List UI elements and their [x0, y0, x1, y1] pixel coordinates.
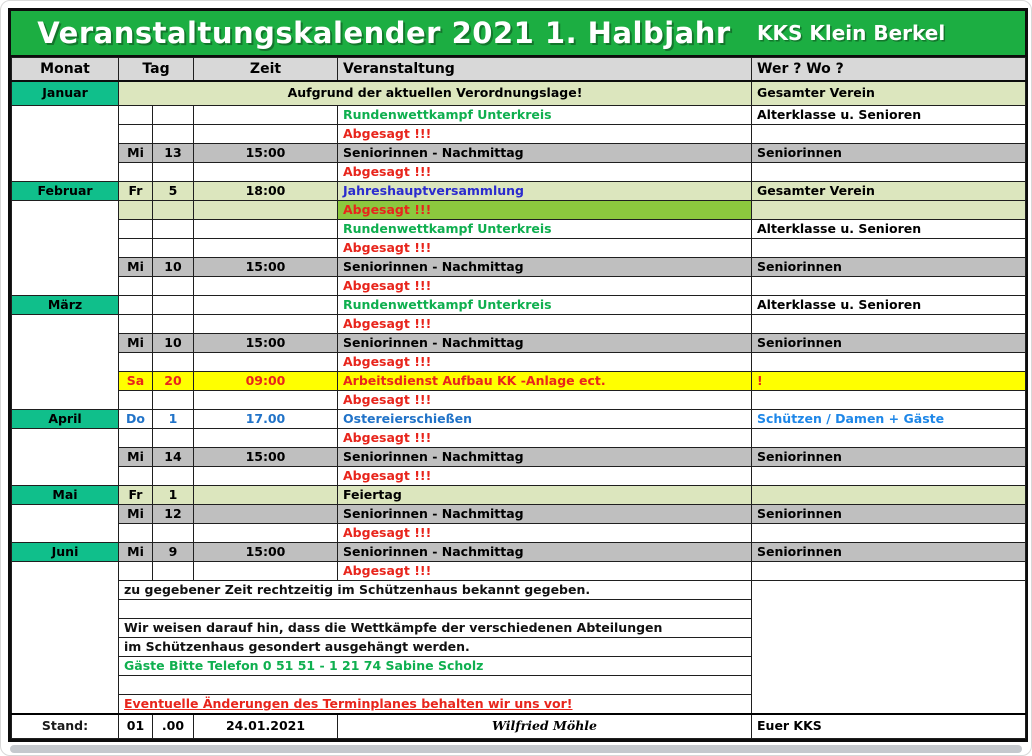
daynum-cell: [153, 201, 194, 220]
event-cell: Abgesagt !!!: [338, 467, 752, 486]
time-cell: [194, 505, 338, 524]
note-row: [12, 581, 1026, 600]
col-header-wer: Wer ? Wo ?: [752, 58, 1026, 81]
time-cell: [194, 353, 338, 372]
who-cell: [752, 486, 1026, 505]
note-cell: Eventuelle Änderungen des Terminplanes behalten wir uns vor!: [119, 695, 752, 714]
day-cell: Mi: [119, 144, 153, 163]
day-cell: [119, 201, 153, 220]
time-cell: [194, 201, 338, 220]
event-cell: Rundenwettkampf Unterkreis: [338, 220, 752, 239]
who-cell: [752, 353, 1026, 372]
who-cell: Alterklasse u. Senioren: [752, 106, 1026, 125]
daynum-cell: [153, 391, 194, 410]
day-cell: Fr: [119, 182, 153, 201]
day-cell: Sa: [119, 372, 153, 391]
month-cell: Februar: [12, 182, 119, 201]
month-spacer-cell: [12, 562, 119, 714]
event-cell: Seniorinnen - Nachmittag: [338, 334, 752, 353]
event-cell: Abgesagt !!!: [338, 429, 752, 448]
who-cell: [752, 315, 1026, 334]
daynum-cell: [153, 524, 194, 543]
day-cell: Do: [119, 410, 153, 429]
col-header-tag: Tag: [119, 58, 194, 81]
event-cell: Abgesagt !!!: [338, 125, 752, 144]
day-cell: [119, 562, 153, 581]
col-header-monat: Monat: [12, 58, 119, 81]
daynum-cell: [153, 106, 194, 125]
calendar-row: [12, 562, 1026, 581]
time-cell: 15:00: [194, 144, 338, 163]
calendar-row: [12, 106, 1026, 125]
event-cell: Abgesagt !!!: [338, 239, 752, 258]
calendar-sheet: [8, 8, 1028, 742]
event-cell: Abgesagt !!!: [338, 562, 752, 581]
day-cell: Mi: [119, 543, 153, 562]
calendar-row: [12, 182, 1026, 201]
time-cell: [194, 296, 338, 315]
event-cell: Ostereierschießen: [338, 410, 752, 429]
event-cell: Abgesagt !!!: [338, 315, 752, 334]
day-cell: [119, 429, 153, 448]
event-cell: Feiertag: [338, 486, 752, 505]
calendar-row: [12, 163, 1026, 182]
event-cell: Abgesagt !!!: [338, 524, 752, 543]
daynum-cell: 13: [153, 144, 194, 163]
time-cell: 15:00: [194, 543, 338, 562]
col-header-zeit: Zeit: [194, 58, 338, 81]
time-cell: [194, 106, 338, 125]
month-cell: Juni: [12, 543, 119, 562]
stand-date-cell: 24.01.2021: [194, 714, 338, 739]
daynum-cell: [153, 125, 194, 144]
month-spacer-cell: [12, 429, 119, 486]
who-cell: [752, 429, 1026, 448]
time-cell: 17.00: [194, 410, 338, 429]
event-cell: Rundenwettkampf Unterkreis: [338, 296, 752, 315]
time-cell: [194, 239, 338, 258]
who-cell: Seniorinnen: [752, 258, 1026, 277]
day-cell: Mi: [119, 334, 153, 353]
event-cell: Abgesagt !!!: [338, 391, 752, 410]
day-cell: [119, 315, 153, 334]
calendar-row: [12, 467, 1026, 486]
calendar-row: [12, 220, 1026, 239]
stand-label: Stand:: [12, 714, 119, 739]
event-cell: Arbeitsdienst Aufbau KK -Anlage ect.: [338, 372, 752, 391]
calendar-row: [12, 543, 1026, 562]
signature-cell: Wilfried Möhle: [338, 714, 752, 739]
day-cell: [119, 239, 153, 258]
event-cell: Seniorinnen - Nachmittag: [338, 144, 752, 163]
note-cell: Wir weisen darauf hin, dass die Wettkämpfe der verschiedenen Abteilungen: [119, 619, 752, 638]
day-cell: Fr: [119, 486, 153, 505]
calendar-row: [12, 391, 1026, 410]
calendar-row: [12, 125, 1026, 144]
event-cell: Seniorinnen - Nachmittag: [338, 258, 752, 277]
event-cell: Seniorinnen - Nachmittag: [338, 543, 752, 562]
daynum-cell: 14: [153, 448, 194, 467]
calendar-row: [12, 239, 1026, 258]
time-cell: [194, 220, 338, 239]
month-cell: April: [12, 410, 119, 429]
calendar-table: [11, 57, 1026, 739]
calendar-row: [12, 429, 1026, 448]
calendar-row: [12, 448, 1026, 467]
club-name: KKS Klein Berkel: [757, 21, 946, 45]
month-spacer-cell: [12, 505, 119, 543]
who-cell: [752, 391, 1026, 410]
daynum-cell: [153, 239, 194, 258]
daynum-cell: 12: [153, 505, 194, 524]
daynum-cell: [153, 277, 194, 296]
time-cell: 15:00: [194, 258, 338, 277]
daynum-cell: [153, 296, 194, 315]
time-cell: [194, 486, 338, 505]
time-cell: 15:00: [194, 334, 338, 353]
day-cell: [119, 467, 153, 486]
who-cell: [752, 239, 1026, 258]
time-cell: [194, 391, 338, 410]
daynum-cell: [153, 467, 194, 486]
time-cell: [194, 277, 338, 296]
note-cell: zu gegebener Zeit rechtzeitig im Schützenhaus bekannt gegeben.: [119, 581, 752, 600]
who-cell: !: [752, 372, 1026, 391]
calendar-row: [12, 410, 1026, 429]
day-cell: [119, 125, 153, 144]
who-cell: Alterklasse u. Senioren: [752, 220, 1026, 239]
version-major-cell: 01: [119, 714, 153, 739]
calendar-row: [12, 81, 1026, 106]
daynum-cell: [153, 315, 194, 334]
time-cell: [194, 467, 338, 486]
calendar-row: [12, 334, 1026, 353]
time-cell: [194, 562, 338, 581]
month-spacer-cell: [12, 106, 119, 182]
who-cell: Gesamter Verein: [752, 81, 1026, 106]
who-cell: Seniorinnen: [752, 505, 1026, 524]
daynum-cell: [153, 353, 194, 372]
who-cell: [752, 163, 1026, 182]
who-cell: [752, 524, 1026, 543]
day-cell: [119, 391, 153, 410]
who-cell: Seniorinnen: [752, 543, 1026, 562]
calendar-row: [12, 505, 1026, 524]
time-cell: [194, 524, 338, 543]
day-cell: Mi: [119, 505, 153, 524]
day-cell: Mi: [119, 448, 153, 467]
event-cell: Abgesagt !!!: [338, 163, 752, 182]
month-cell: Mai: [12, 486, 119, 505]
notes-side-cell: [752, 581, 1026, 714]
version-minor-cell: .00: [153, 714, 194, 739]
calendar-row: [12, 258, 1026, 277]
month-cell: Januar: [12, 81, 119, 106]
who-cell: Gesamter Verein: [752, 182, 1026, 201]
calendar-row: [12, 201, 1026, 220]
daynum-cell: 9: [153, 543, 194, 562]
who-cell: Seniorinnen: [752, 144, 1026, 163]
daynum-cell: 20: [153, 372, 194, 391]
daynum-cell: 10: [153, 334, 194, 353]
col-header-veranstaltung: Veranstaltung: [338, 58, 752, 81]
calendar-row: [12, 296, 1026, 315]
time-cell: 09:00: [194, 372, 338, 391]
note-cell: Gäste Bitte Telefon 0 51 51 - 1 21 74 Sabine Scholz: [119, 657, 752, 676]
who-cell: Seniorinnen: [752, 448, 1026, 467]
horizontal-scrollbar[interactable]: [10, 745, 1022, 753]
daynum-cell: [153, 220, 194, 239]
who-cell: Seniorinnen: [752, 334, 1026, 353]
daynum-cell: [153, 562, 194, 581]
who-cell: Alterklasse u. Senioren: [752, 296, 1026, 315]
time-cell: [194, 125, 338, 144]
daynum-cell: [153, 429, 194, 448]
time-cell: 15:00: [194, 448, 338, 467]
notice-cell: Aufgrund der aktuellen Verordnungslage!: [119, 81, 752, 106]
day-cell: [119, 163, 153, 182]
event-cell: Abgesagt !!!: [338, 201, 752, 220]
daynum-cell: 1: [153, 486, 194, 505]
time-cell: 18:00: [194, 182, 338, 201]
who-cell: [752, 277, 1026, 296]
title-bar: [11, 11, 1025, 57]
who-cell: Schützen / Damen + Gäste: [752, 410, 1026, 429]
who-cell: [752, 201, 1026, 220]
daynum-cell: 1: [153, 410, 194, 429]
time-cell: [194, 315, 338, 334]
note-cell: [119, 676, 752, 695]
closing-cell: Euer KKS: [752, 714, 1026, 739]
calendar-row: [12, 486, 1026, 505]
time-cell: [194, 429, 338, 448]
page-title: Veranstaltungskalender 2021 1. Halbjahr: [37, 16, 731, 50]
day-cell: [119, 106, 153, 125]
calendar-row: [12, 524, 1026, 543]
note-cell: [119, 600, 752, 619]
header-row: [12, 58, 1026, 81]
calendar-row: [12, 277, 1026, 296]
event-cell: Abgesagt !!!: [338, 353, 752, 372]
month-spacer-cell: [12, 201, 119, 296]
event-cell: Jahreshauptversammlung: [338, 182, 752, 201]
month-cell: März: [12, 296, 119, 315]
event-cell: Abgesagt !!!: [338, 277, 752, 296]
day-cell: [119, 524, 153, 543]
calendar-row: [12, 353, 1026, 372]
calendar-table-body: [12, 81, 1026, 739]
calendar-row: [12, 372, 1026, 391]
month-spacer-cell: [12, 315, 119, 410]
calendar-row: [12, 315, 1026, 334]
day-cell: [119, 353, 153, 372]
note-cell: im Schützenhaus gesondert ausgehängt werden.: [119, 638, 752, 657]
time-cell: [194, 163, 338, 182]
event-cell: Rundenwettkampf Unterkreis: [338, 106, 752, 125]
footer-row: [12, 714, 1026, 739]
day-cell: Mi: [119, 258, 153, 277]
day-cell: [119, 296, 153, 315]
calendar-row: [12, 144, 1026, 163]
daynum-cell: 5: [153, 182, 194, 201]
who-cell: [752, 125, 1026, 144]
event-cell: Seniorinnen - Nachmittag: [338, 505, 752, 524]
day-cell: [119, 220, 153, 239]
daynum-cell: 10: [153, 258, 194, 277]
day-cell: [119, 277, 153, 296]
who-cell: [752, 562, 1026, 581]
event-cell: Seniorinnen - Nachmittag: [338, 448, 752, 467]
daynum-cell: [153, 163, 194, 182]
who-cell: [752, 467, 1026, 486]
